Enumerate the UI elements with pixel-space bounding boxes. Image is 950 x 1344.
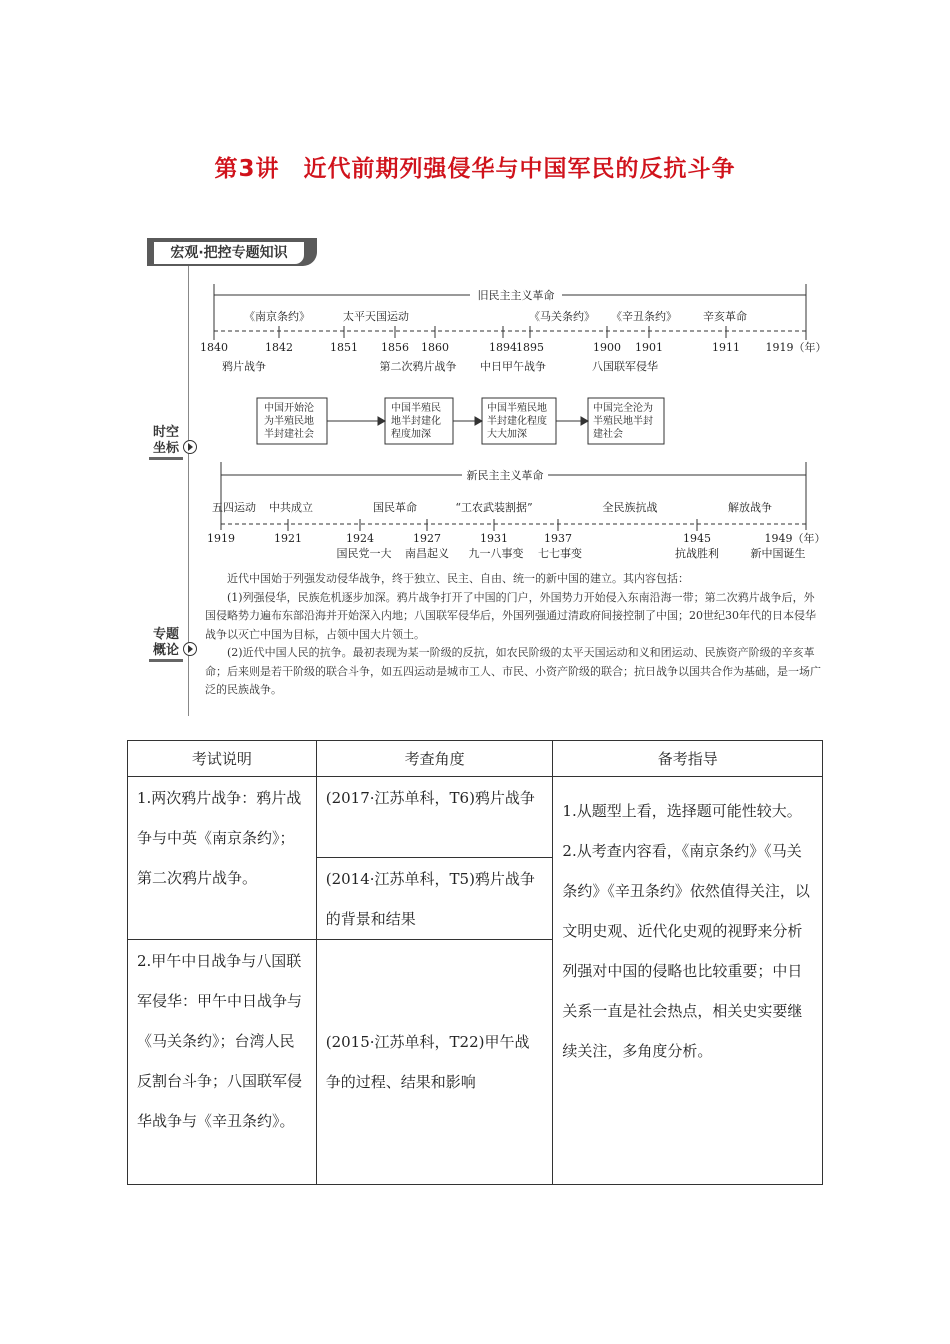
timeline1-year: 1860 [421,341,449,354]
timeline1-below-item: 中日甲午战争 [480,360,546,373]
timeline1-year: 1851 [330,341,358,354]
stage-line: 中国完全沦为 [593,403,653,414]
angle-item-1: (2017·江苏单科，T6)鸦片战争 [325,789,535,807]
timeline2-above-item: 国民革命 [373,501,417,514]
side-label-timeline-line1: 时空 [152,425,179,440]
timeline1-year: 1895 [516,341,544,354]
timeline2-year: 1937 [544,532,572,545]
timeline2-above-item: “工农武装割据” [455,501,533,514]
timeline1-above-item: 《马关条约》 [529,310,595,323]
timeline1-above-item: 辛亥革命 [703,310,747,323]
timeline1-year: 1919（年） [765,341,827,354]
timeline1-label: 旧民主主义革命 [477,289,555,302]
table-row [128,777,823,858]
exam-item-1: 1.两次鸦片战争：鸦片战争与中英《南京条约》；第二次鸦片战争。 [137,789,302,887]
timeline2-above-item: 中共成立 [269,501,313,514]
timeline1-above-item: 太平天国运动 [343,310,409,323]
angle-cell [316,858,553,940]
exam-guide-table [127,740,823,1185]
table-header-cell: 备考指导 [553,741,823,777]
timeline1-year: 1901 [635,341,663,354]
timeline2-below-item: 南昌起义 [405,547,449,560]
timeline1-year: 1911 [712,341,740,354]
timeline2-year: 1919 [207,532,235,545]
side-label-timeline-line2: 坐标 [149,441,183,460]
guide-cell [553,777,823,1185]
side-label-overview-line1: 专题 [152,627,179,642]
timeline1-below-item: 鸦片战争 [222,360,266,373]
stage-line: 半封建社会 [264,429,314,440]
stage-box [257,398,327,444]
play-arrow-icon [183,642,197,656]
stage-line: 中国半殖民 [391,403,441,414]
timeline1-ticks [279,326,726,338]
timeline2-label: 新民主主义革命 [466,469,544,482]
stage-line: 地半封建化 [391,416,441,427]
timeline1-above-item: 《南京条约》 [244,310,310,323]
exam-item-cell [128,940,317,1185]
timeline-diagram [0,0,950,570]
overview-text [205,570,825,700]
table-header-cell: 考查角度 [316,741,553,777]
timeline2-year: 1945 [683,532,711,545]
timeline2-year: 1931 [480,532,508,545]
timeline2-year: 1924 [346,532,374,545]
timeline2-year: 1921 [274,532,302,545]
overview-point-2: (2)近代中国人民的抗争。最初表现为某一阶级的反抗，如农民阶级的太平天国运动和义和团运动、民族资产阶级的辛亥革命；后来则是若干阶级的联合斗争，如五四运动是城市工人、市民、小资产阶级的联合；抗日战争以国共合作为基础，是一场广泛的民族战争。 [205,646,821,696]
stage-line: 中国开始沦 [264,403,314,414]
stage-box [385,398,453,444]
stage-line: 中国半殖民地 [487,403,547,414]
timeline1-above-item: 《辛丑条约》 [611,310,677,323]
page-title: 第3讲 近代前期列强侵华与中国军民的反抗斗争 [214,156,736,182]
timeline1-year: 1894 [489,341,517,354]
table-header-cell: 考试说明 [128,741,317,777]
angle-cell [316,777,553,858]
stage-line: 半封建化程度 [487,416,547,427]
timeline2-below-item: 九一八事变 [468,547,524,560]
stage-box [588,398,664,444]
timeline1-below-item: 八国联军侵华 [592,360,658,373]
timeline1-below-item: 第二次鸦片战争 [379,360,457,373]
guide-item-1: 1.从题型上看，选择题可能性较大。 [562,802,802,820]
side-label-overview [149,627,183,662]
stage-line: 大大加深 [487,429,527,440]
timeline1-year: 1842 [265,341,293,354]
timeline2-year: 1949（年） [764,532,826,545]
stage-line: 建社会 [593,429,623,440]
timeline1-year: 1856 [381,341,409,354]
stage-box [482,398,556,444]
overview-intro: 近代中国始于列强发动侵华战争，终于独立、民主、自由、统一的新中国的建立。其内容包括： [227,572,689,585]
exam-item-cell [128,777,317,940]
timeline2-below-item: 新中国诞生 [750,547,806,560]
timeline2-above-item: 全民族抗战 [602,501,658,514]
timeline2-below-item: 国民党一大 [336,547,392,560]
timeline2-year: 1927 [413,532,441,545]
timeline1-year: 1900 [593,341,621,354]
section-banner-label: 宏观·把控专题知识 [153,241,305,265]
angle-item-2: (2014·江苏单科，T5)鸦片战争的背景和结果 [325,870,535,928]
table-header-row [128,741,823,777]
timeline2-above-item: 五四运动 [212,501,256,514]
timeline2-above-item: 解放战争 [728,501,772,514]
stage-line: 为半殖民地 [264,416,314,427]
exam-item-2: 2.甲午中日战争与八国联军侵华：甲午中日战争与《马关条约》；台湾人民反割台斗争；八国联军侵华战争与《辛丑条约》。 [137,952,303,1130]
side-label-overview-line2: 概论 [149,643,183,662]
overview-point-1: (1)列强侵华，民族危机逐步加深。鸦片战争打开了中国的门户，外国势力开始侵入东南沿海一带；第二次鸦片战争后，外国侵略势力遍布东部沿海并开始深入内地；八国联军侵华后，外国列强通过清政府间接控制了中国；20世纪30年代的日本侵华战争以灭亡中国为目标，占领中国大片领土。 [205,590,816,641]
stage-line: 程度加深 [391,429,431,440]
angle-cell [316,940,553,1185]
timeline2-below-item: 抗战胜利 [675,547,719,560]
timeline1-year: 1840 [200,341,228,354]
angle-item-3: (2015·江苏单科，T22)甲午战争的过程、结果和影响 [325,1033,530,1091]
timeline2-ticks [288,519,697,531]
stage-line: 半殖民地半封 [593,416,653,427]
timeline2-below-item: 七七事变 [538,547,582,560]
guide-item-2: 2.从考查内容看，《南京条约》《马关条约》《辛丑条约》依然值得关注，以文明史观、近代化史观的视野来分析列强对中国的侵略也比较重要；中日关系一直是社会热点，相关史实要继续关注，多角度分析。 [562,842,810,1060]
